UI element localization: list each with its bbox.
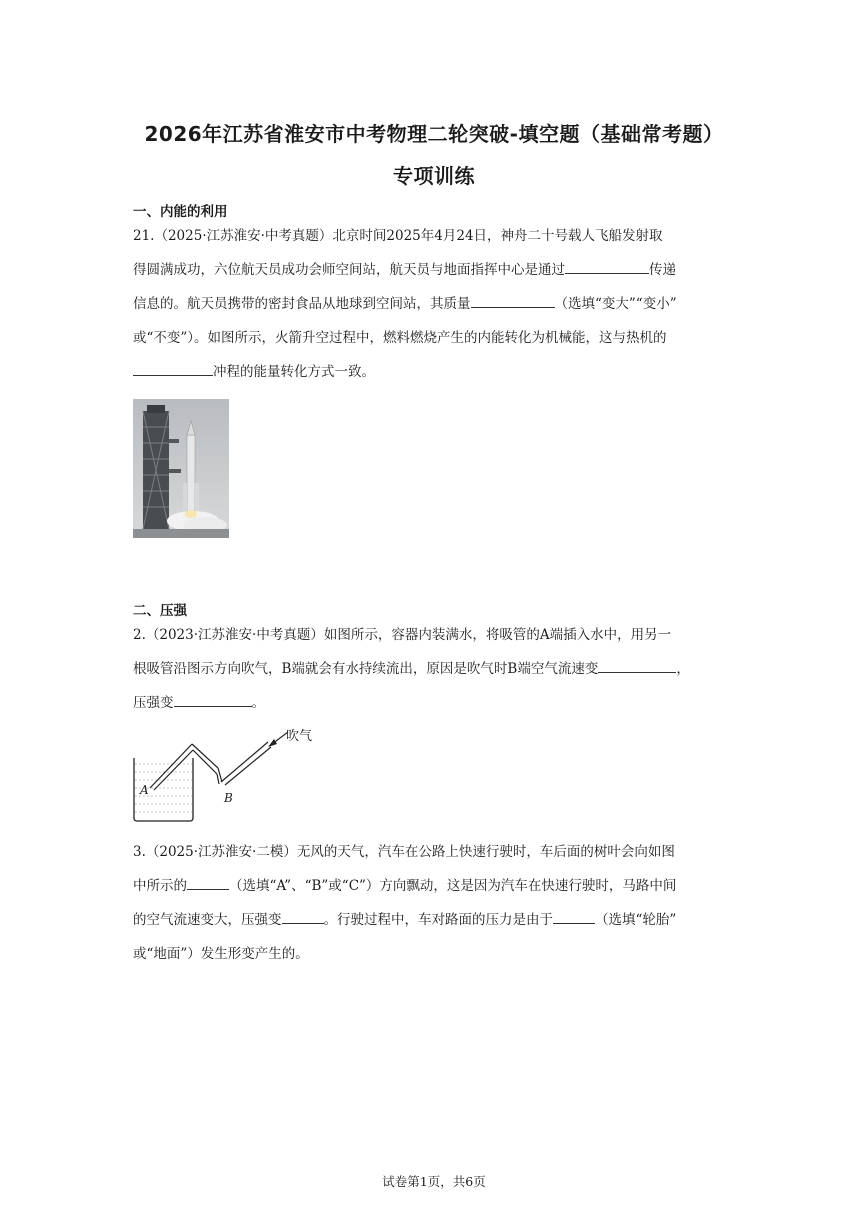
answer-blank[interactable] xyxy=(133,360,213,376)
question-3 xyxy=(133,835,738,971)
rocket-launch-photo xyxy=(133,399,229,538)
straw-blowing-diagram xyxy=(128,722,328,822)
question-text: 冲程的能量转化方式一致。 xyxy=(133,355,738,389)
question-text: 的空气流速变大，压强变 。行驶过程中，车对路面的压力是由于 （选填“轮胎” xyxy=(133,903,738,937)
answer-blank[interactable] xyxy=(598,657,676,673)
label-a: A xyxy=(140,783,149,797)
question-text: 2.（2023·江苏淮安·中考真题）如图所示，容器内装满水，将吸管的A端插入水中，用另一 xyxy=(133,627,672,643)
section-heading-internal-energy: 一、内能的利用 xyxy=(133,204,228,220)
question-text: 根吸管沿图示方向吹气，B端就会有水持续流出，原因是吹气时B端空气流速变 ， xyxy=(133,652,738,686)
page-title: 2026年江苏省淮安市中考物理二轮突破-填空题（基础常考题） xyxy=(144,122,724,146)
question-text: 或“地面”）发生形变产生的。 xyxy=(133,946,309,962)
question-text: 3.（2025·江苏淮安·二模）无风的天气，汽车在公路上快速行驶时，车后面的树叶会向如图 xyxy=(133,844,675,860)
question-text: 21.（2025·江苏淮安·中考真题）北京时间2025年4月24日，神舟二十号载人飞船发射取 xyxy=(133,228,663,244)
answer-blank[interactable] xyxy=(174,691,252,707)
page-subtitle: 专项训练 xyxy=(393,164,475,188)
label-b: B xyxy=(224,791,233,805)
question-2 xyxy=(133,618,738,720)
question-text: 信息的。航天员携带的密封食品从地球到空间站，其质量 （选填“变大”“变小” xyxy=(133,287,738,321)
section-heading-pressure: 二、压强 xyxy=(133,603,187,619)
question-21 xyxy=(133,219,738,389)
blow-label: 吹气 xyxy=(286,729,313,744)
question-text: 压强变 。 xyxy=(133,686,738,720)
question-text: 或“不变”）。如图所示，火箭升空过程中，燃料燃烧产生的内能转化为机械能，这与热机的 xyxy=(133,330,667,346)
answer-blank[interactable] xyxy=(471,292,555,308)
page-footer: 试卷第1页，共6页 xyxy=(382,1174,486,1189)
answer-blank[interactable] xyxy=(565,258,649,274)
question-text: 得圆满成功，六位航天员成功会师空间站，航天员与地面指挥中心是通过 传递 xyxy=(133,253,738,287)
answer-blank[interactable] xyxy=(553,908,595,924)
question-text: 中所示的 （选填“A”、“B”或“C”）方向飘动，这是因为汽车在快速行驶时，马路中间 xyxy=(133,869,738,903)
answer-blank[interactable] xyxy=(282,908,324,924)
answer-blank[interactable] xyxy=(187,874,229,890)
